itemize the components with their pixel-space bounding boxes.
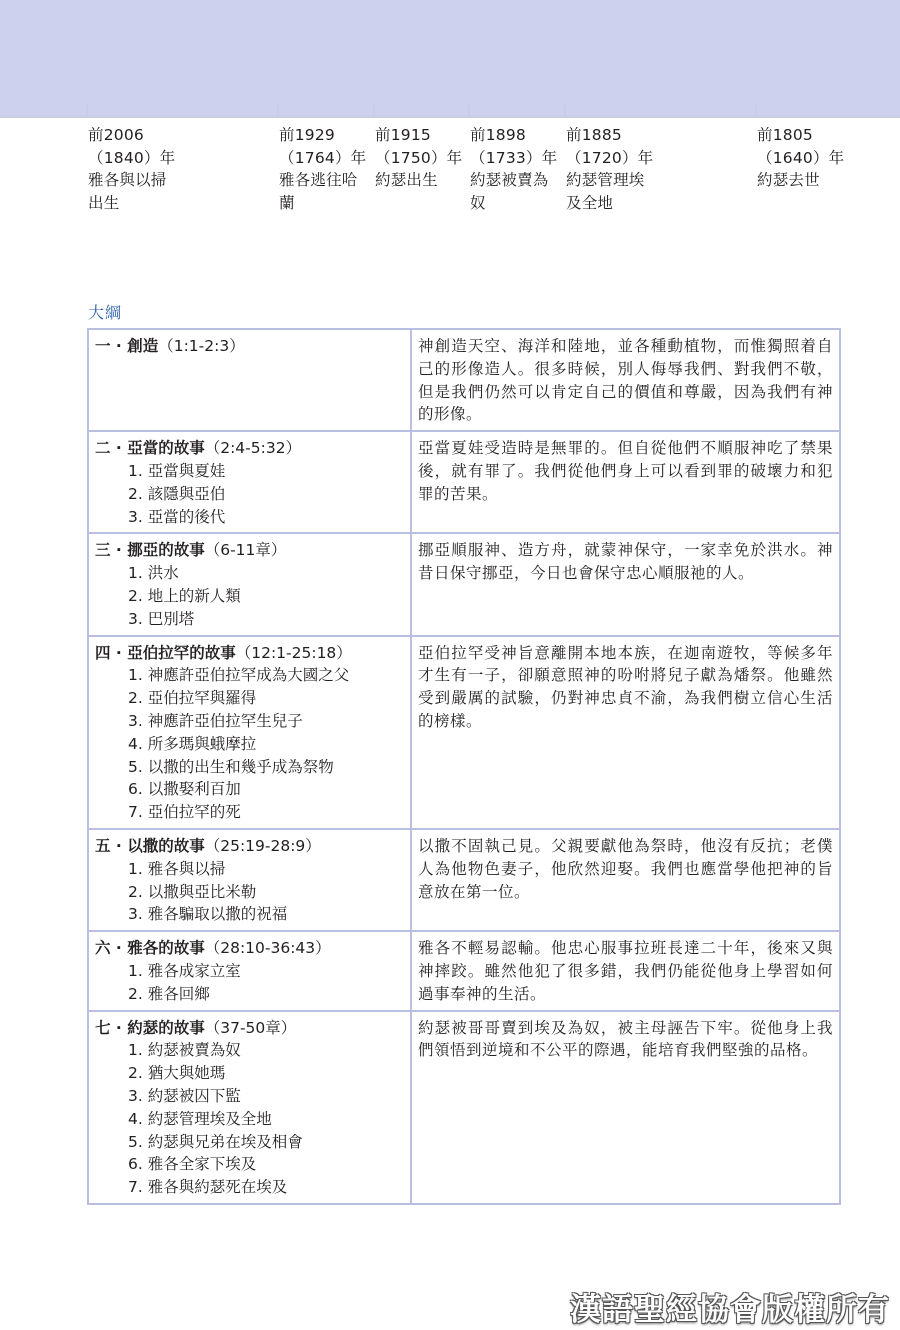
- list-item: 7. 亞伯拉罕的死: [128, 803, 241, 822]
- section-number: 七 ·: [95, 1018, 122, 1037]
- outline-row: [88, 431, 840, 533]
- list-item: 1. 洪水: [128, 564, 179, 583]
- section-cell: [88, 636, 411, 829]
- timeline-label: 前1805 （1640）年 約瑟去世: [757, 126, 845, 189]
- section-name: 以撒的故事: [127, 836, 205, 855]
- section-cell: [88, 829, 411, 931]
- list-item: 6. 雅各全家下埃及: [128, 1155, 257, 1174]
- list-item: 1. 神應許亞伯拉罕成為大國之父: [128, 666, 350, 685]
- section-number: 六 ·: [95, 939, 122, 958]
- list-item: 1. 約瑟被賣為奴: [128, 1041, 241, 1060]
- list-item: 1. 雅各成家立室: [128, 961, 241, 980]
- list-item: 5. 約瑟與兄弟在埃及相會: [128, 1132, 303, 1151]
- list-item: 2. 亞伯拉罕與羅得: [128, 689, 257, 708]
- section-summary: 以撒不固執己見。父親要獻他為祭時，他沒有反抗；老僕人為他物色妻子，他欣然迎娶。我們也應當學他把神的旨意放在第一位。: [411, 829, 840, 931]
- timeline-label: 前2006 （1840）年 雅各與以掃 出生: [88, 126, 176, 212]
- list-item: 3. 亞當的後代: [128, 507, 226, 526]
- section-cell: [88, 1011, 411, 1204]
- section-number: 四 ·: [95, 643, 122, 662]
- section-title: [95, 335, 406, 358]
- section-number: 五 ·: [95, 836, 122, 855]
- timeline-tick: [86, 104, 88, 118]
- section-name: 挪亞的故事: [127, 541, 205, 560]
- outline-heading: 大綱: [88, 303, 123, 322]
- section-title: [95, 642, 406, 665]
- section-range: （25:19-28:9）: [204, 836, 321, 855]
- timeline-tick: [277, 104, 279, 118]
- section-number: 三 ·: [95, 541, 122, 560]
- list-item: 7. 雅各與約瑟死在埃及: [128, 1178, 288, 1197]
- outline-row: [88, 636, 840, 829]
- outline-table: [87, 328, 841, 1205]
- list-item: 2. 以撒與亞比米勒: [128, 882, 257, 901]
- header-band: [0, 0, 900, 116]
- outline-row: [88, 329, 840, 431]
- copyright-watermark: 漢語聖經協會版權所有: [570, 1292, 890, 1328]
- list-item: 6. 以撒娶利百加: [128, 780, 241, 799]
- section-title: [95, 539, 406, 562]
- list-item: 2. 地上的新人類: [128, 586, 241, 605]
- outline-row: [88, 829, 840, 931]
- section-range: （28:10-36:43）: [204, 939, 331, 958]
- list-item: 3. 神應許亞伯拉罕生兒子: [128, 711, 303, 730]
- section-name: 亞伯拉罕的故事: [127, 643, 236, 662]
- timeline-label: 前1929 （1764）年 雅各逃往哈 蘭: [279, 126, 367, 212]
- outline-row: [88, 931, 840, 1010]
- list-item: 1. 亞當與夏娃: [128, 461, 226, 480]
- timeline-label: 前1885 （1720）年 約瑟管理埃 及全地: [566, 126, 654, 212]
- timeline-tick: [755, 104, 757, 118]
- section-title: [95, 1017, 406, 1040]
- list-item: 3. 巴別塔: [128, 609, 195, 628]
- section-summary: 約瑟被哥哥賣到埃及為奴，被主母誣告下牢。從他身上我們領悟到逆境和不公平的際遇，能培育我們堅強的品格。: [411, 1011, 840, 1204]
- list-item: 4. 所多瑪與蛾摩拉: [128, 734, 257, 753]
- list-item: 4. 約瑟管理埃及全地: [128, 1109, 272, 1128]
- list-item: 2. 猶大與她瑪: [128, 1064, 226, 1083]
- section-number: 二 ·: [95, 439, 122, 458]
- outline-row: [88, 1011, 840, 1204]
- section-cell: [88, 533, 411, 635]
- timeline-line: [0, 116, 900, 118]
- section-summary: 雅各不輕易認輸。他忠心服事拉班長達二十年，後來又與神摔跤。雖然他犯了很多錯，我們仍能從他身上學習如何過事奉神的生活。: [411, 931, 840, 1010]
- list-item: 2. 雅各回鄉: [128, 984, 210, 1003]
- section-summary: 亞伯拉罕受神旨意離開本地本族，在迦南遊牧，等候多年才生有一子，卻願意照神的吩咐將兒子獻為燔祭。他雖然受到嚴厲的試驗，仍對神忠貞不渝，為我們樹立信心生活的榜樣。: [411, 636, 840, 829]
- section-name: 亞當的故事: [127, 439, 205, 458]
- list-item: 3. 約瑟被囚下監: [128, 1086, 241, 1105]
- section-title: [95, 835, 406, 858]
- outline-row: [88, 533, 840, 635]
- section-range: （2:4-5:32）: [204, 439, 302, 458]
- section-name: 約瑟的故事: [127, 1018, 205, 1037]
- section-title: [95, 937, 406, 960]
- section-range: （37-50章）: [204, 1018, 297, 1037]
- section-range: （6-11章）: [204, 541, 287, 560]
- list-item: 3. 雅各騙取以撒的祝福: [128, 905, 288, 924]
- section-cell: [88, 431, 411, 533]
- section-summary: 神創造天空、海洋和陸地，並各種動植物，而惟獨照着自己的形像造人。很多時候，別人侮辱我們、對我們不敬，但是我們仍然可以肯定自己的價值和尊嚴，因為我們有神的形像。: [411, 329, 840, 431]
- timeline-tick: [468, 104, 470, 118]
- section-name: 雅各的故事: [127, 939, 205, 958]
- section-title: [95, 437, 406, 460]
- timeline-tick: [373, 104, 375, 118]
- timeline-label: 前1915 （1750）年 約瑟出生: [375, 126, 463, 189]
- timeline-tick: [564, 104, 566, 118]
- list-item: 5. 以撒的出生和幾乎成為祭物: [128, 757, 334, 776]
- section-range: （1:1-2:3）: [158, 337, 245, 355]
- list-item: 2. 該隱與亞伯: [128, 484, 226, 503]
- section-range: （12:1-25:18）: [235, 643, 352, 662]
- section-summary: 亞當夏娃受造時是無罪的。但自從他們不順服神吃了禁果後，就有罪了。我們從他們身上可以看到罪的破壞力和犯罪的苦果。: [411, 431, 840, 533]
- section-name: 創造: [127, 337, 159, 355]
- section-summary: 挪亞順服神、造方舟，就蒙神保守，一家幸免於洪水。神昔日保守挪亞，今日也會保守忠心順服祂的人。: [411, 533, 840, 635]
- timeline-label: 前1898 （1733）年 約瑟被賣為 奴: [470, 126, 558, 212]
- section-cell: [88, 931, 411, 1010]
- section-number: 一 ·: [95, 337, 122, 355]
- list-item: 1. 雅各與以掃: [128, 859, 226, 878]
- section-cell: [88, 329, 411, 431]
